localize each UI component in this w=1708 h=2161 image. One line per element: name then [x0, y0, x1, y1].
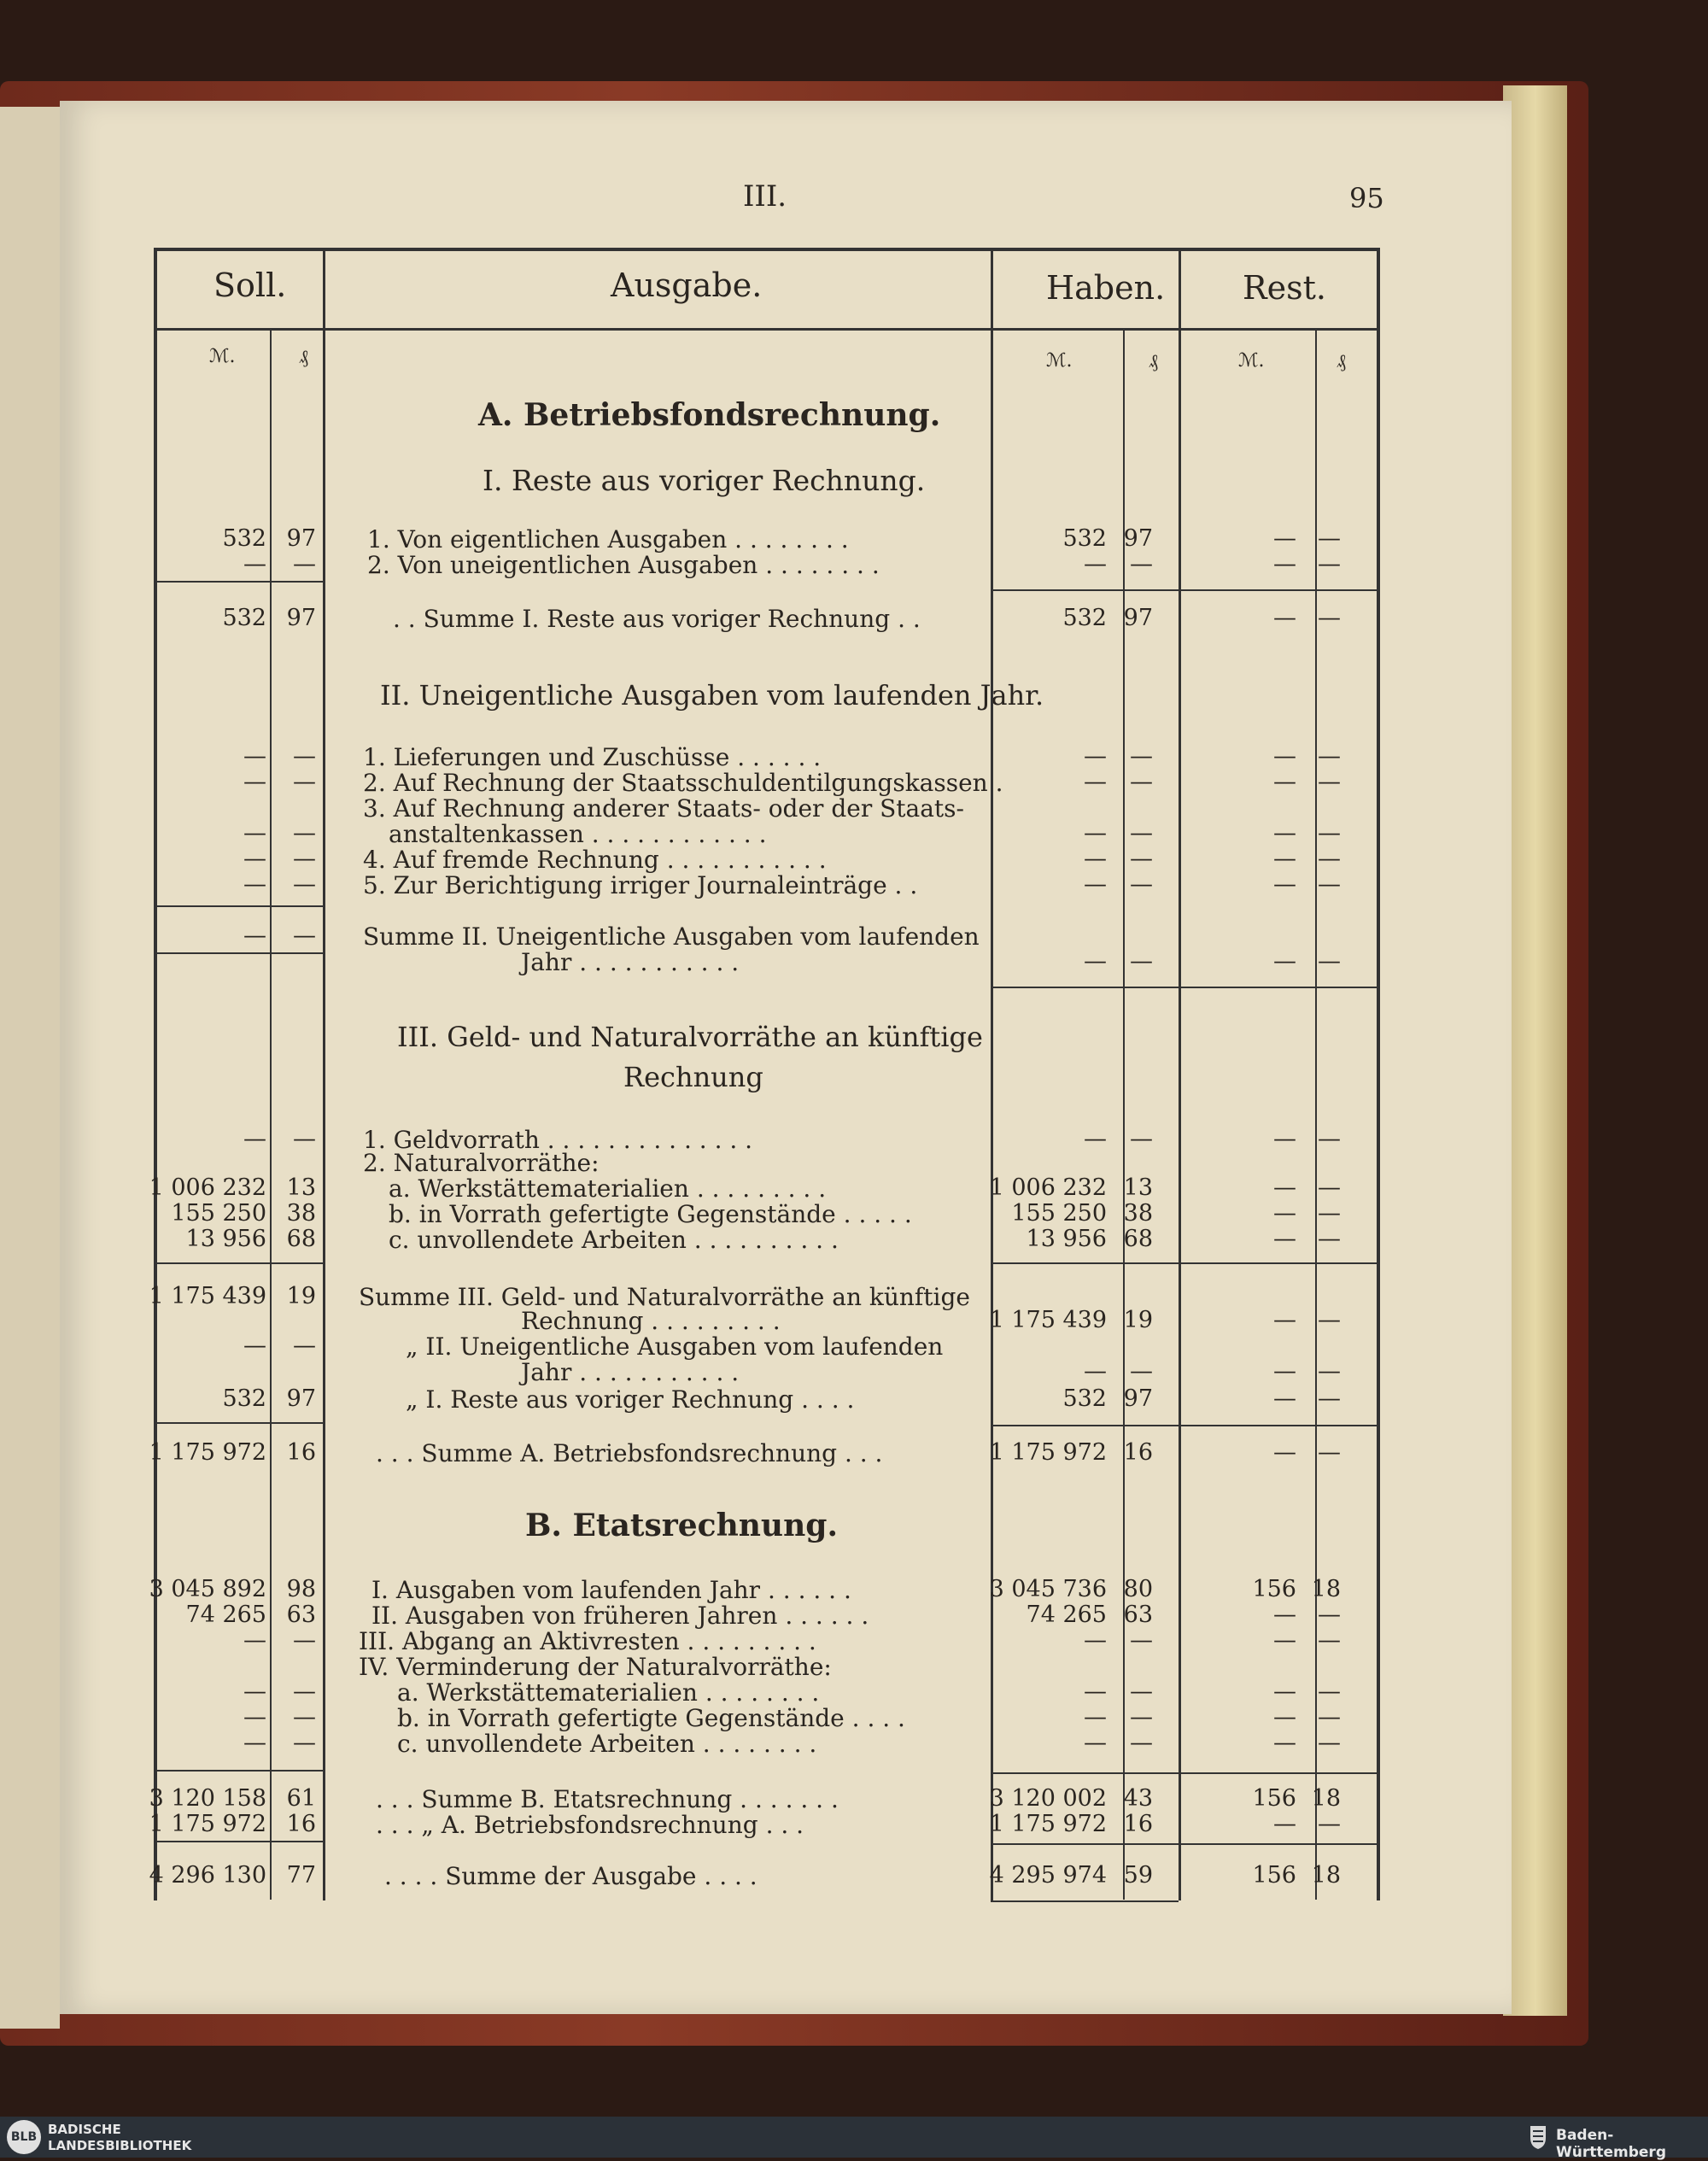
cell-rest-p-r5: — [1318, 769, 1341, 795]
cell-haben-m-r23: — [1084, 1678, 1107, 1705]
row-label-r28: . . . . Summe der Ausgabe . . . . [384, 1862, 757, 1890]
cell-soll-p-r25: — [293, 1730, 316, 1756]
cell-rest-p-r23: — [1318, 1678, 1341, 1705]
cell-haben-p-r19: 80 [1123, 1576, 1153, 1602]
cell-haben-p-r28: 59 [1123, 1862, 1153, 1889]
cell-haben-m-r25: — [1084, 1730, 1107, 1756]
cell-rest-p-r15b: — [1318, 1307, 1341, 1333]
cell-soll-p-r24: — [293, 1704, 316, 1731]
cell-haben-p-r13: 38 [1123, 1200, 1153, 1227]
cell-haben-p-r6b: — [1130, 820, 1153, 846]
cell-haben-p-r7: — [1130, 846, 1153, 872]
cell-rest-p-r21: — [1318, 1627, 1341, 1654]
cell-haben-m-r2: — [1084, 551, 1107, 577]
row-label-r7: 4. Auf fremde Rechnung . . . . . . . . . . . [363, 846, 827, 874]
row-label-r24: b. in Vorrath gefertigte Gegenstände . . . . [397, 1704, 905, 1732]
cell-rest-p-r14: — [1318, 1226, 1341, 1252]
row-label-r15a: Summe III. Geld- und Naturalvorräthe an künftige [359, 1283, 970, 1311]
cell-rest-m-r26: 156 [1252, 1785, 1296, 1812]
cell-soll-m-r17: 532 [222, 1385, 266, 1412]
soll-pf-unit: ₰ [299, 347, 308, 368]
cell-haben-p-r9b: — [1130, 948, 1153, 975]
cell-rest-m-r3: — [1273, 605, 1296, 631]
row-label-r16a: „ II. Uneigentliche Ausgaben vom laufenden [406, 1332, 944, 1361]
cell-haben-m-r28: 4 295 974 [989, 1862, 1107, 1889]
cell-soll-m-r12: 1 006 232 [149, 1174, 266, 1201]
cell-haben-p-r5: — [1130, 769, 1153, 795]
cell-haben-m-r8: — [1084, 871, 1107, 898]
soll-right-border [323, 248, 325, 1900]
cell-rest-m-r21: — [1273, 1627, 1296, 1654]
cell-rest-m-r18: — [1273, 1439, 1296, 1466]
cell-soll-p-r27: 16 [286, 1811, 316, 1837]
rule-soll-r8 [154, 905, 323, 907]
row-label-r6b: anstaltenkassen . . . . . . . . . . . . [389, 820, 767, 848]
state-name: Baden-Württemberg [1556, 2127, 1666, 2161]
cell-soll-m-r4: — [243, 743, 266, 770]
cell-rest-m-r9b: — [1273, 948, 1296, 975]
rule-soll-r2 [154, 581, 323, 583]
cell-soll-m-r23: — [243, 1678, 266, 1705]
cell-haben-m-r24: — [1084, 1704, 1107, 1731]
cell-rest-p-r10: — [1318, 1126, 1341, 1152]
cell-soll-m-r24: — [243, 1704, 266, 1731]
rule-haben-r9 [991, 987, 1379, 988]
cell-rest-m-r16b: — [1273, 1358, 1296, 1385]
cell-soll-m-r28: 4 296 130 [149, 1862, 266, 1889]
cell-rest-m-r17: — [1273, 1385, 1296, 1412]
cell-rest-p-r19: 18 [1311, 1576, 1341, 1602]
cell-haben-m-r12: 1 006 232 [989, 1174, 1107, 1201]
cell-rest-m-r7: — [1273, 846, 1296, 872]
cell-rest-m-r8: — [1273, 871, 1296, 898]
cell-haben-p-r18: 16 [1123, 1439, 1153, 1466]
cell-soll-p-r19: 98 [286, 1576, 316, 1602]
row-label-r2: 2. Von uneigentlichen Ausgaben . . . . . . . . [367, 551, 880, 579]
cell-haben-m-r26: 3 120 002 [989, 1785, 1107, 1812]
table-top-border [154, 248, 1379, 251]
cell-haben-p-r1: 97 [1123, 525, 1153, 552]
cell-rest-p-r2: — [1318, 551, 1341, 577]
row-label-r18: . . . Summe A. Betriebsfondsrechnung . . . [376, 1439, 883, 1467]
cell-haben-m-r7: — [1084, 846, 1107, 872]
cell-haben-m-r27: 1 175 972 [989, 1811, 1107, 1837]
rest-pf-unit: ₰ [1337, 351, 1346, 372]
cell-soll-m-r25: — [243, 1730, 266, 1756]
cell-rest-p-r1: — [1318, 525, 1341, 552]
cell-soll-p-r9a: — [293, 922, 316, 949]
row-label-r16b: Jahr . . . . . . . . . . . [521, 1358, 740, 1386]
ausgabe-header: Ausgabe. [611, 266, 763, 304]
cell-haben-p-r16b: — [1130, 1358, 1153, 1385]
cell-rest-m-r13: — [1273, 1200, 1296, 1227]
cell-soll-m-r3: 532 [222, 605, 266, 631]
section-a-title: A. Betriebsfondsrechnung. [478, 397, 941, 433]
cell-rest-m-r6b: — [1273, 820, 1296, 846]
cell-rest-m-r2: — [1273, 551, 1296, 577]
chapter-heading: III. [743, 179, 787, 214]
cell-rest-m-r27: — [1273, 1811, 1296, 1837]
cell-rest-p-r6b: — [1318, 820, 1341, 846]
cell-rest-p-r28: 18 [1311, 1862, 1341, 1889]
cell-haben-p-r17: 97 [1123, 1385, 1153, 1412]
cell-haben-p-r12: 13 [1123, 1174, 1153, 1201]
cell-haben-p-r15b: 19 [1123, 1307, 1153, 1333]
header-bottom-rule [154, 328, 1379, 331]
row-label-r13: b. in Vorrath gefertigte Gegenstände . . . . . [389, 1200, 912, 1228]
row-label-r11: 2. Naturalvorräthe: [363, 1149, 600, 1177]
cell-haben-p-r2: — [1130, 551, 1153, 577]
cell-haben-p-r10: — [1130, 1126, 1153, 1152]
row-label-r19: I. Ausgaben vom laufenden Jahr . . . . . . [371, 1576, 851, 1604]
cell-haben-p-r21: — [1130, 1627, 1153, 1654]
cell-soll-m-r1: 532 [222, 525, 266, 552]
rest-mark-divider [1315, 328, 1317, 1900]
cell-haben-p-r8: — [1130, 871, 1153, 898]
cell-rest-p-r18: — [1318, 1439, 1341, 1466]
cell-soll-p-r18: 16 [286, 1439, 316, 1466]
rule-soll-r25 [154, 1770, 323, 1772]
row-label-r5: 2. Auf Rechnung der Staatsschuldentilgungskassen . [363, 769, 1003, 797]
row-label-r6a: 3. Auf Rechnung anderer Staats- oder der Staats- [363, 794, 965, 823]
cell-haben-m-r9b: — [1084, 948, 1107, 975]
cell-rest-m-r10: — [1273, 1126, 1296, 1152]
rule-soll-r17 [154, 1422, 323, 1424]
page-edge-gilt [1503, 85, 1567, 2016]
cell-soll-p-r10: — [293, 1126, 316, 1152]
row-label-r4: 1. Lieferungen und Zuschüsse . . . . . . [363, 743, 822, 771]
row-label-r26: . . . Summe B. Etatsrechnung . . . . . . . [376, 1785, 839, 1813]
library-name-line1: BADISCHE [48, 2122, 121, 2137]
rest-left-border [1179, 248, 1181, 1900]
cell-haben-m-r10: — [1084, 1126, 1107, 1152]
section-a2-title: II. Uneigentliche Ausgaben vom laufenden Jahr. [380, 679, 1044, 712]
row-label-r9b: Jahr . . . . . . . . . . . [521, 948, 740, 976]
row-label-r23: a. Werkstättematerialien . . . . . . . . [397, 1678, 820, 1707]
haben-pf-unit: ₰ [1149, 351, 1158, 372]
row-label-r3: . . Summe I. Reste aus voriger Rechnung . . [393, 605, 921, 633]
cell-soll-p-r21: — [293, 1627, 316, 1654]
cell-haben-p-r20: 63 [1123, 1602, 1153, 1628]
section-a3-title-line2: Rechnung [623, 1061, 763, 1093]
cell-soll-m-r13: 155 250 [171, 1200, 266, 1227]
cell-haben-m-r16b: — [1084, 1358, 1107, 1385]
cell-soll-p-r12: 13 [286, 1174, 316, 1201]
cell-soll-m-r19: 3 045 892 [149, 1576, 266, 1602]
cell-haben-m-r6b: — [1084, 820, 1107, 846]
cell-rest-m-r15b: — [1273, 1307, 1296, 1333]
row-label-r21: III. Abgang an Aktivresten . . . . . . . . . [359, 1627, 816, 1655]
cell-soll-m-r14: 13 956 [185, 1226, 266, 1252]
rule-haben-r17 [991, 1425, 1379, 1426]
cell-soll-m-r10: — [243, 1126, 266, 1152]
haben-mark-unit: ℳ. [1046, 350, 1073, 372]
row-label-r10: 1. Geldvorrath . . . . . . . . . . . . . . [363, 1126, 753, 1154]
row-label-r1: 1. Von eigentlichen Ausgaben . . . . . . . . [367, 525, 849, 553]
cell-haben-m-r4: — [1084, 743, 1107, 770]
row-label-r8: 5. Zur Berichtigung irriger Journaleinträge . . [363, 871, 918, 899]
cell-rest-m-r14: — [1273, 1226, 1296, 1252]
rule-haben-bottom [991, 1900, 1179, 1902]
rule-soll-r14 [154, 1262, 323, 1264]
cell-rest-p-r7: — [1318, 846, 1341, 872]
cell-soll-m-r15a: 1 175 439 [149, 1283, 266, 1309]
cell-soll-p-r7: — [293, 846, 316, 872]
rule-haben-r14 [991, 1262, 1379, 1264]
cell-soll-m-r5: — [243, 769, 266, 795]
cell-rest-p-r16b: — [1318, 1358, 1341, 1385]
cell-rest-p-r17: — [1318, 1385, 1341, 1412]
cell-soll-m-r9a: — [243, 922, 266, 949]
page-number: 95 [1349, 182, 1384, 214]
row-label-r20: II. Ausgaben von früheren Jahren . . . . . . [371, 1602, 869, 1630]
cell-rest-m-r5: — [1273, 769, 1296, 795]
cell-haben-m-r3: 532 [1062, 605, 1107, 631]
cell-soll-p-r26: 61 [286, 1785, 316, 1812]
cell-soll-p-r1: 97 [286, 525, 316, 552]
rule-haben-r27 [991, 1843, 1379, 1845]
cell-soll-m-r21: — [243, 1627, 266, 1654]
cell-rest-p-r13: — [1318, 1200, 1341, 1227]
soll-mark-divider [270, 328, 272, 1900]
cell-rest-p-r26: 18 [1311, 1785, 1341, 1812]
cell-haben-p-r24: — [1130, 1704, 1153, 1731]
table-right-border [1377, 248, 1380, 1900]
row-label-r12: a. Werkstättematerialien . . . . . . . . . [389, 1174, 827, 1203]
cell-haben-p-r3: 97 [1123, 605, 1153, 631]
cell-haben-m-r13: 155 250 [1011, 1200, 1107, 1227]
cell-rest-m-r4: — [1273, 743, 1296, 770]
cell-haben-m-r18: 1 175 972 [989, 1439, 1107, 1466]
footer-bar [0, 2117, 1708, 2158]
cell-rest-p-r24: — [1318, 1704, 1341, 1731]
cell-soll-p-r20: 63 [286, 1602, 316, 1628]
library-name-line2: LANDESBIBLIOTHEK [48, 2138, 192, 2153]
cell-rest-m-r25: — [1273, 1730, 1296, 1756]
cell-rest-p-r4: — [1318, 743, 1341, 770]
cell-soll-p-r15a: 19 [286, 1283, 316, 1309]
cell-soll-p-r23: — [293, 1678, 316, 1705]
cell-rest-p-r8: — [1318, 871, 1341, 898]
cell-rest-m-r1: — [1273, 525, 1296, 552]
cell-soll-p-r28: 77 [286, 1862, 316, 1889]
haben-mark-divider [1123, 328, 1125, 1900]
cell-rest-p-r25: — [1318, 1730, 1341, 1756]
cell-haben-p-r23: — [1130, 1678, 1153, 1705]
cell-soll-p-r14: 68 [286, 1226, 316, 1252]
cell-haben-p-r4: — [1130, 743, 1153, 770]
cell-rest-p-r3: — [1318, 605, 1341, 631]
haben-left-border [991, 248, 993, 1900]
cell-rest-m-r20: — [1273, 1602, 1296, 1628]
row-label-r22: IV. Verminderung der Naturalvorräthe: [359, 1653, 832, 1681]
cell-haben-m-r19: 3 045 736 [989, 1576, 1107, 1602]
cell-soll-m-r2: — [243, 551, 266, 577]
cell-haben-p-r27: 16 [1123, 1811, 1153, 1837]
row-label-r9a: Summe II. Uneigentliche Ausgaben vom laufenden [363, 922, 980, 951]
row-label-r17: „ I. Reste aus voriger Rechnung . . . . [406, 1385, 855, 1414]
cell-soll-p-r4: — [293, 743, 316, 770]
cell-soll-p-r6b: — [293, 820, 316, 846]
cell-rest-p-r12: — [1318, 1174, 1341, 1201]
soll-mark-unit: ℳ. [209, 346, 236, 367]
cell-soll-m-r18: 1 175 972 [149, 1439, 266, 1466]
cell-soll-p-r2: — [293, 551, 316, 577]
state-coat-of-arms-icon [1529, 2124, 1547, 2150]
cell-haben-p-r26: 43 [1123, 1785, 1153, 1812]
cell-haben-m-r17: 532 [1062, 1385, 1107, 1412]
table-left-border [154, 248, 157, 1900]
left-page-edge [0, 107, 60, 2029]
blb-logo-icon: BLB [7, 2120, 41, 2154]
row-label-r25: c. unvollendete Arbeiten . . . . . . . . [397, 1730, 817, 1758]
cell-haben-m-r15b: 1 175 439 [989, 1307, 1107, 1333]
cell-soll-p-r17: 97 [286, 1385, 316, 1412]
cell-soll-m-r26: 3 120 158 [149, 1785, 266, 1812]
cell-soll-m-r16a: — [243, 1332, 266, 1359]
rest-mark-unit: ℳ. [1238, 350, 1265, 372]
cell-soll-m-r8: — [243, 871, 266, 898]
rule-soll-r9 [154, 952, 323, 954]
cell-soll-m-r6b: — [243, 820, 266, 846]
cell-haben-p-r25: — [1130, 1730, 1153, 1756]
cell-soll-p-r16a: — [293, 1332, 316, 1359]
row-label-r27: . . . „ A. Betriebsfondsrechnung . . . [376, 1811, 804, 1839]
haben-header: Haben. [1046, 269, 1166, 307]
cell-soll-m-r20: 74 265 [185, 1602, 266, 1628]
section-a3-title-line1: III. Geld- und Naturalvorräthe an künftige [397, 1021, 983, 1053]
cell-haben-m-r5: — [1084, 769, 1107, 795]
cell-rest-m-r28: 156 [1252, 1862, 1296, 1889]
cell-soll-p-r3: 97 [286, 605, 316, 631]
section-b-title: B. Etatsrechnung. [525, 1508, 838, 1543]
cell-soll-m-r7: — [243, 846, 266, 872]
cell-rest-m-r24: — [1273, 1704, 1296, 1731]
cell-soll-p-r13: 38 [286, 1200, 316, 1227]
rule-soll-r27 [154, 1841, 323, 1842]
cell-rest-m-r12: — [1273, 1174, 1296, 1201]
row-label-r15b: Rechnung . . . . . . . . . [521, 1307, 781, 1335]
cell-rest-m-r19: 156 [1252, 1576, 1296, 1602]
cell-haben-m-r14: 13 956 [1026, 1226, 1107, 1252]
cell-soll-p-r5: — [293, 769, 316, 795]
cell-rest-m-r23: — [1273, 1678, 1296, 1705]
rest-header: Rest. [1243, 269, 1326, 307]
cell-haben-m-r20: 74 265 [1026, 1602, 1107, 1628]
cell-haben-m-r1: 532 [1062, 525, 1107, 552]
cell-rest-p-r9b: — [1318, 948, 1341, 975]
cell-rest-p-r27: — [1318, 1811, 1341, 1837]
section-a1-title: I. Reste aus voriger Rechnung. [483, 464, 926, 497]
row-label-r14: c. unvollendete Arbeiten . . . . . . . . . . [389, 1226, 839, 1254]
cell-haben-p-r14: 68 [1123, 1226, 1153, 1252]
rule-haben-r2 [991, 589, 1379, 591]
cell-soll-m-r27: 1 175 972 [149, 1811, 266, 1837]
rule-haben-r25 [991, 1772, 1379, 1774]
cell-rest-p-r20: — [1318, 1602, 1341, 1628]
soll-header: Soll. [214, 266, 287, 304]
cell-soll-p-r8: — [293, 871, 316, 898]
cell-haben-m-r21: — [1084, 1627, 1107, 1654]
